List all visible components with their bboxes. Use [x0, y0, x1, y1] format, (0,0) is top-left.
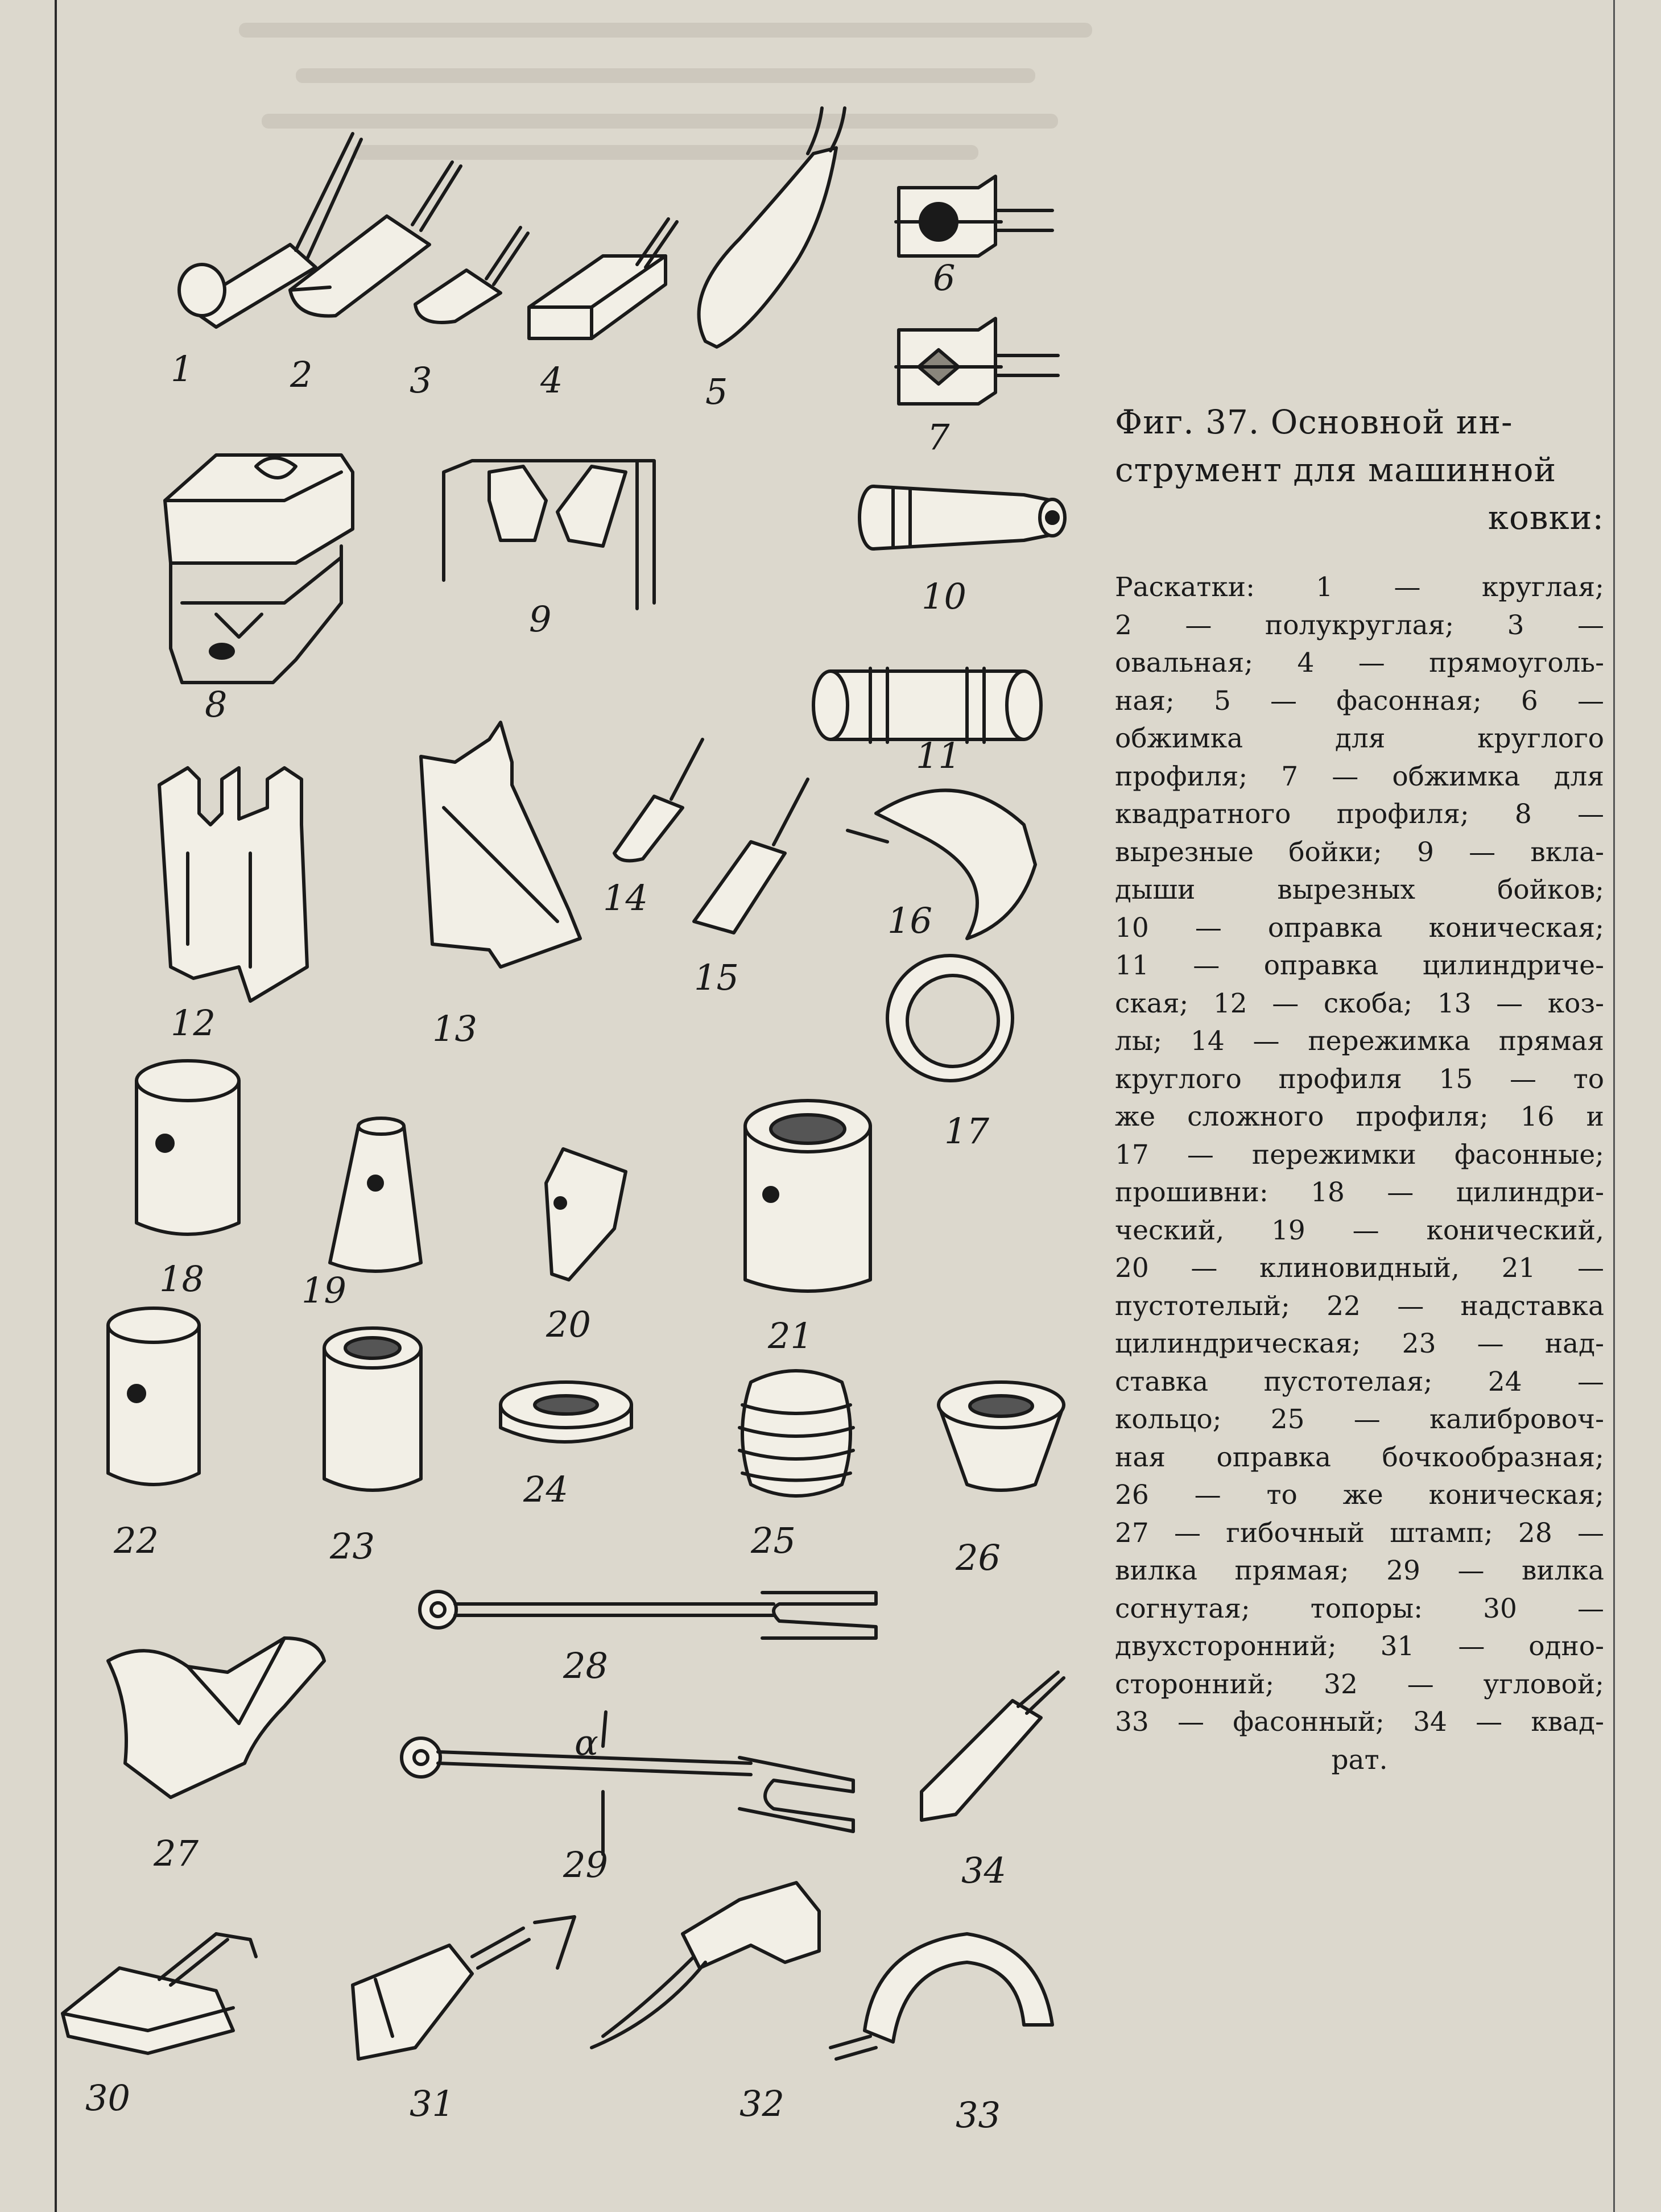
tool-number-4: 4 — [540, 359, 563, 401]
tool-number-26: 26 — [956, 1537, 1001, 1578]
tool-number-33: 33 — [956, 2094, 1001, 2136]
legend-line: пустотелый; 22 — надставка — [1115, 1290, 1604, 1322]
legend-line: профиля; 7 — обжимка для — [1115, 760, 1604, 792]
legend-line: вилка прямая; 29 — вилка — [1115, 1555, 1604, 1586]
die-inserts-icon — [444, 461, 654, 609]
legend-line: 2 — полукруглая; 3 — — [1115, 609, 1604, 641]
legend-line: 11 — оправка цилиндриче- — [1115, 950, 1604, 981]
tool-number-8: 8 — [205, 684, 228, 725]
legend-line: 27 — гибочный штамп; 28 — — [1115, 1517, 1604, 1549]
legend-line: ставка пустотелая; 24 — — [1115, 1366, 1604, 1398]
tool-number-19: 19 — [301, 1270, 346, 1311]
angle-symbol: α — [575, 1722, 598, 1763]
cylindrical-mandrel-icon — [813, 668, 1041, 742]
legend-line: согнутая; топоры: 30 — — [1115, 1593, 1604, 1624]
shaped-pinch-arc-icon — [848, 791, 1035, 939]
double-sided-axe-icon — [63, 1934, 256, 2053]
cylindrical-extension-icon — [108, 1308, 199, 1485]
tool-number-32: 32 — [739, 2083, 784, 2124]
angle-axe-icon — [592, 1883, 819, 2048]
legend-line: прошивни: 18 — цилиндри- — [1115, 1177, 1604, 1208]
hollow-punch-icon — [745, 1101, 870, 1291]
legend-line: овальная; 4 — прямоуголь- — [1115, 647, 1604, 679]
legend-line: 26 — то же коническая; — [1115, 1479, 1604, 1511]
tool-number-30: 30 — [85, 2077, 130, 2119]
legend-line: дыши вырезных бойков; — [1115, 874, 1604, 906]
legend-line: кольцо; 25 — калибровоч- — [1115, 1404, 1604, 1435]
tool-number-7: 7 — [927, 416, 950, 458]
legend-line: двухсторонний; 31 — одно- — [1115, 1631, 1604, 1662]
figure-title — [1115, 398, 1604, 541]
legend-line: обжимка для круглого — [1115, 723, 1604, 754]
legend-line: цилиндрическая; 23 — над- — [1115, 1328, 1604, 1359]
tool-number-23: 23 — [330, 1525, 375, 1567]
legend-line: рат. — [1331, 1744, 1388, 1776]
figure-title-line: струмент для машинной — [1115, 450, 1557, 489]
tool-number-17: 17 — [944, 1110, 989, 1152]
tool-number-2: 2 — [290, 354, 313, 395]
shaped-fuller-icon — [699, 108, 845, 347]
tool-number-25: 25 — [751, 1520, 796, 1561]
bent-fork-icon — [402, 1712, 853, 1854]
tool-number-29: 29 — [563, 1844, 608, 1886]
figure-legend — [1115, 569, 1604, 1779]
tool-number-15: 15 — [694, 957, 739, 998]
legend-line: ная; 5 — фасонная; 6 — — [1115, 685, 1604, 717]
ring-icon — [501, 1382, 631, 1442]
legend-line: вырезные бойки; 9 — вкла- — [1115, 836, 1604, 868]
tool-number-24: 24 — [523, 1469, 568, 1510]
legend-line: ская; 12 — скоба; 13 — коз- — [1115, 987, 1604, 1019]
legend-line: 20 — клиновидный, 21 — — [1115, 1252, 1604, 1284]
tool-number-18: 18 — [159, 1258, 204, 1300]
legend-line: 17 — пережимки фасонные; — [1115, 1139, 1604, 1171]
tool-number-1: 1 — [171, 348, 193, 390]
rectangular-fuller-icon — [529, 219, 677, 338]
cylindrical-punch-icon — [137, 1061, 239, 1234]
tool-number-3: 3 — [410, 359, 432, 401]
square-swage-icon — [896, 319, 1058, 404]
conical-mandrel-icon — [860, 486, 1065, 549]
legend-line: 33 — фасонный; 34 — квад- — [1115, 1706, 1604, 1738]
complex-pinch-icon — [694, 779, 808, 933]
barrel-mandrel-icon — [739, 1371, 853, 1496]
legend-line: круглого профиля 15 — то — [1115, 1063, 1604, 1095]
straight-fork-icon — [420, 1591, 876, 1638]
tool-number-21: 21 — [768, 1315, 813, 1357]
oval-fuller-icon — [415, 228, 528, 323]
tool-number-10: 10 — [922, 576, 966, 617]
single-sided-axe-icon — [353, 1917, 575, 2059]
conical-punch-icon — [330, 1118, 421, 1271]
figure-caption — [1115, 398, 1604, 1779]
shaped-axe-icon — [830, 1934, 1052, 2059]
legend-line: лы; 14 — пережимка прямая — [1115, 1026, 1604, 1057]
tool-number-34: 34 — [961, 1850, 1006, 1891]
shaped-pinch-ring-icon — [887, 956, 1013, 1081]
square-bar-icon — [922, 1672, 1064, 1820]
figure-title-line: ковки: — [1488, 498, 1604, 537]
tool-number-5: 5 — [705, 371, 728, 412]
tool-number-9: 9 — [529, 598, 552, 640]
legend-line: квадратного профиля; 8 — — [1115, 799, 1604, 830]
conical-sizing-mandrel-icon — [939, 1382, 1064, 1490]
legend-line: Раскатки: 1 — круглая; — [1115, 572, 1604, 603]
legend-line: 10 — оправка коническая; — [1115, 912, 1604, 944]
round-swage-icon — [896, 176, 1052, 256]
figure-title-line: Фиг. 37. Основной ин- — [1115, 403, 1513, 441]
tool-number-12: 12 — [171, 1002, 216, 1044]
tool-number-13: 13 — [432, 1008, 477, 1049]
legend-line: сторонний; 32 — угловой; — [1115, 1668, 1604, 1700]
tool-number-11: 11 — [916, 735, 961, 776]
trestle-icon — [421, 722, 580, 967]
tool-number-16: 16 — [887, 900, 932, 941]
wedge-punch-icon — [546, 1149, 626, 1280]
hollow-extension-icon — [324, 1328, 421, 1490]
tool-number-28: 28 — [563, 1645, 608, 1686]
tool-number-22: 22 — [114, 1520, 159, 1561]
legend-line: ческий, 19 — конический, — [1115, 1214, 1604, 1246]
tool-number-20: 20 — [546, 1304, 591, 1345]
tool-number-14: 14 — [603, 877, 648, 919]
tool-number-6: 6 — [933, 257, 956, 299]
tool-number-27: 27 — [154, 1833, 199, 1874]
legend-line: же сложного профиля; 16 и — [1115, 1101, 1604, 1132]
tool-number-31: 31 — [410, 2083, 454, 2124]
bending-die-icon — [108, 1638, 324, 1797]
straight-pinch-icon — [614, 739, 703, 861]
legend-line: ная оправка бочкообразная; — [1115, 1441, 1604, 1473]
bracket-icon — [159, 768, 307, 1001]
cut-dies-icon — [165, 455, 353, 683]
